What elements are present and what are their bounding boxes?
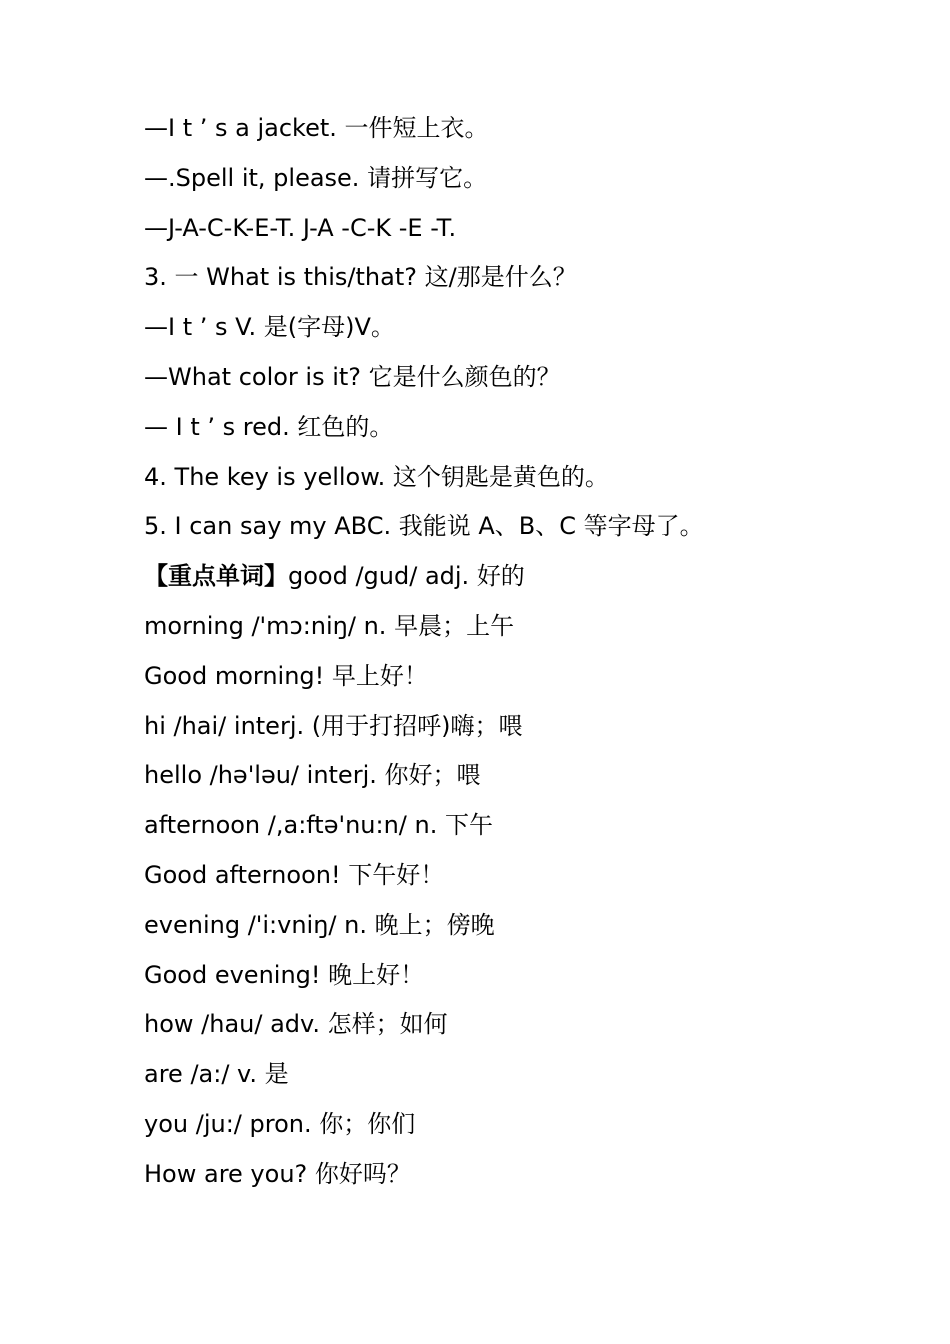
- vocab-entry: how /hau/ adv. 怎样；如何: [144, 1010, 448, 1039]
- vocab-entry: evening /'i:vniŋ/ n. 晚上；傍晚: [144, 910, 495, 939]
- vocab-entry: morning /'mɔ:niŋ/ n. 早晨；上午: [144, 611, 515, 640]
- dialogue-line: —What color is it? 它是什么颜色的？: [144, 362, 561, 391]
- dialogue-line: 3. 一 What is this/that? 这/那是什么？: [144, 263, 577, 292]
- dialogue-line: —.Spell it, please. 请拼写它。: [144, 163, 488, 192]
- vocab-entry: are /a:/ v. 是: [144, 1060, 289, 1089]
- key-words-line: [144, 552, 924, 602]
- dialogue-line: —J-A-C-K-E-T. J-A -C-K -E -T.: [144, 213, 457, 242]
- vocab-entry: Good morning! 早上好！: [144, 661, 428, 690]
- vocab-entry: you /ju:/ pron. 你；你们: [144, 1109, 416, 1138]
- vocab-entry: How are you? 你好吗？: [144, 1159, 411, 1188]
- dialogue-line: — I t ’ s red. 红色的。: [144, 412, 394, 441]
- sentence-line: 5. I can say my ABC. 我能说 A、B、C 等字母了。: [144, 512, 704, 541]
- vocab-entry: hello /hə'ləu/ interj. 你好；喂: [144, 761, 481, 790]
- dialogue-line: —I t ’ s a jacket. 一件短上衣。: [144, 114, 489, 142]
- vocab-entry: Good evening! 晚上好！: [144, 960, 425, 989]
- vocab-entry: Good afternoon! 下午好！: [144, 860, 445, 889]
- sentence-line: 4. The key is yellow. 这个钥匙是黄色的。: [144, 462, 609, 491]
- vocab-entry: afternoon /,a:ftə'nu:n/ n. 下午: [144, 811, 493, 840]
- dialogue-line: —I t ’ s V. 是(字母)V。: [144, 313, 395, 342]
- document-body: [144, 104, 924, 1200]
- key-words-heading: 【重点单词】: [144, 562, 288, 591]
- vocab-entry: good /gud/ adj. 好的: [288, 562, 525, 591]
- vocab-entry: hi /hai/ interj. (用于打招呼)嗨；喂: [144, 711, 523, 740]
